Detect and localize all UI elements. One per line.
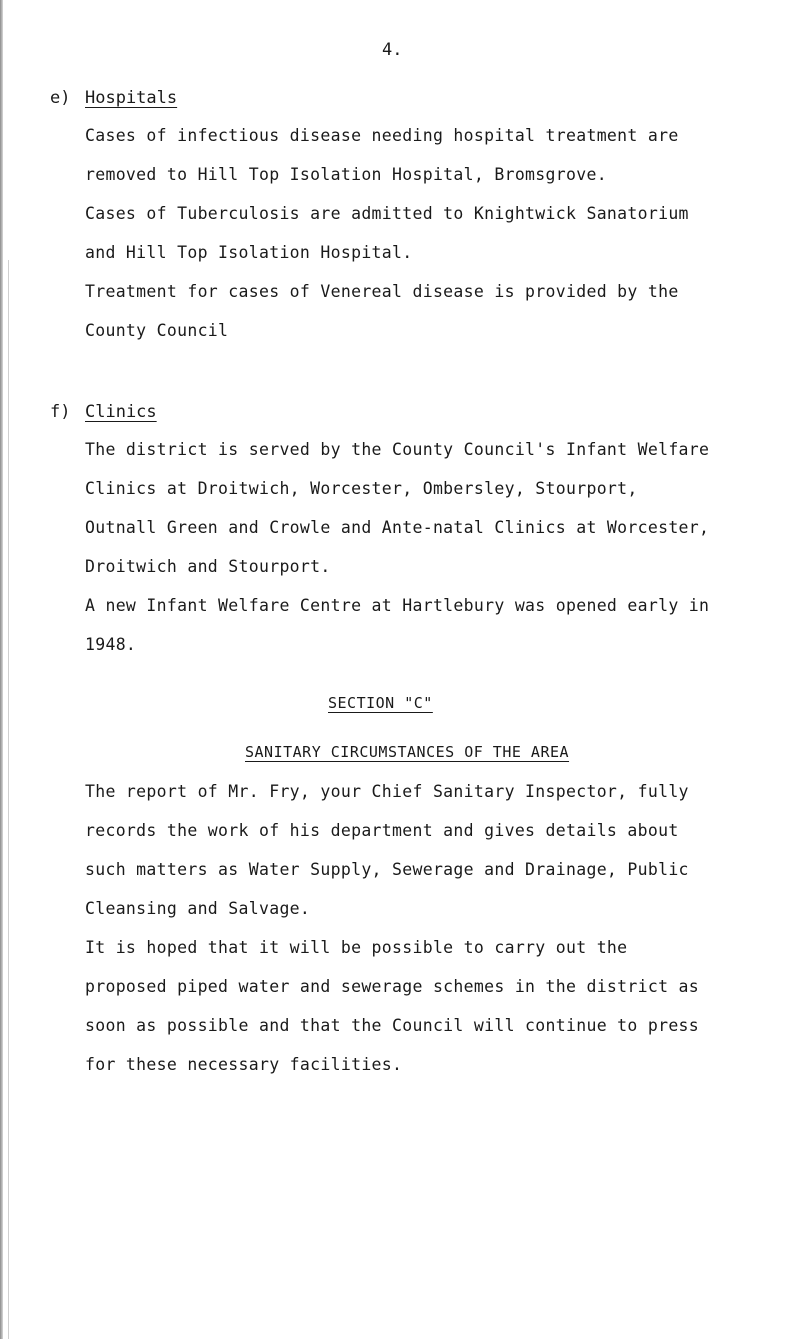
clinics-paragraph-2: A new Infant Welfare Centre at Hartlebury was opened early in 1948. (85, 596, 710, 654)
section-title-clinics: Clinics (85, 402, 157, 422)
section-c-heading: SECTION "C" (328, 694, 433, 712)
section-letter-e: e) (50, 88, 71, 108)
clinics-paragraph-1: The district is served by the County Council's Infant Welfare Clinics at Droitwich, Worcester, Ombersley, Stourport, Outnall Green and Crowle and Ante-natal Clinics at Worcester, Droitwich and Stourport. (85, 440, 710, 576)
hospitals-paragraph-1: Cases of infectious disease needing hospital treatment are removed to Hill Top Isolation Hospital, Bromsgrove. (85, 126, 679, 184)
sanitary-paragraph-2: It is hoped that it will be possible to carry out the proposed piped water and sewerage schemes in the district as soon as possible and that the Council will continue to press for these necessary facilities. (85, 938, 700, 1074)
hospitals-paragraph-3: Treatment for cases of Venereal disease is provided by the County Council (85, 282, 679, 340)
section-letter-f: f) (50, 402, 71, 422)
section-c-subheading: SANITARY CIRCUMSTANCES OF THE AREA (245, 743, 570, 761)
page-margin-line (8, 260, 9, 1339)
sanitary-paragraph-1: The report of Mr. Fry, your Chief Sanitary Inspector, fully records the work of his department and gives details about such matters as Water Supply, Sewerage and Drainage, Public Cleansing and Salvage. (85, 782, 689, 918)
section-title-hospitals: Hospitals (85, 88, 178, 108)
page-number: 4. (382, 40, 403, 60)
page-edge (0, 0, 3, 1339)
hospitals-paragraph-2: Cases of Tuberculosis are admitted to Knightwick Sanatorium and Hill Top Isolation Hospital. (85, 204, 689, 262)
